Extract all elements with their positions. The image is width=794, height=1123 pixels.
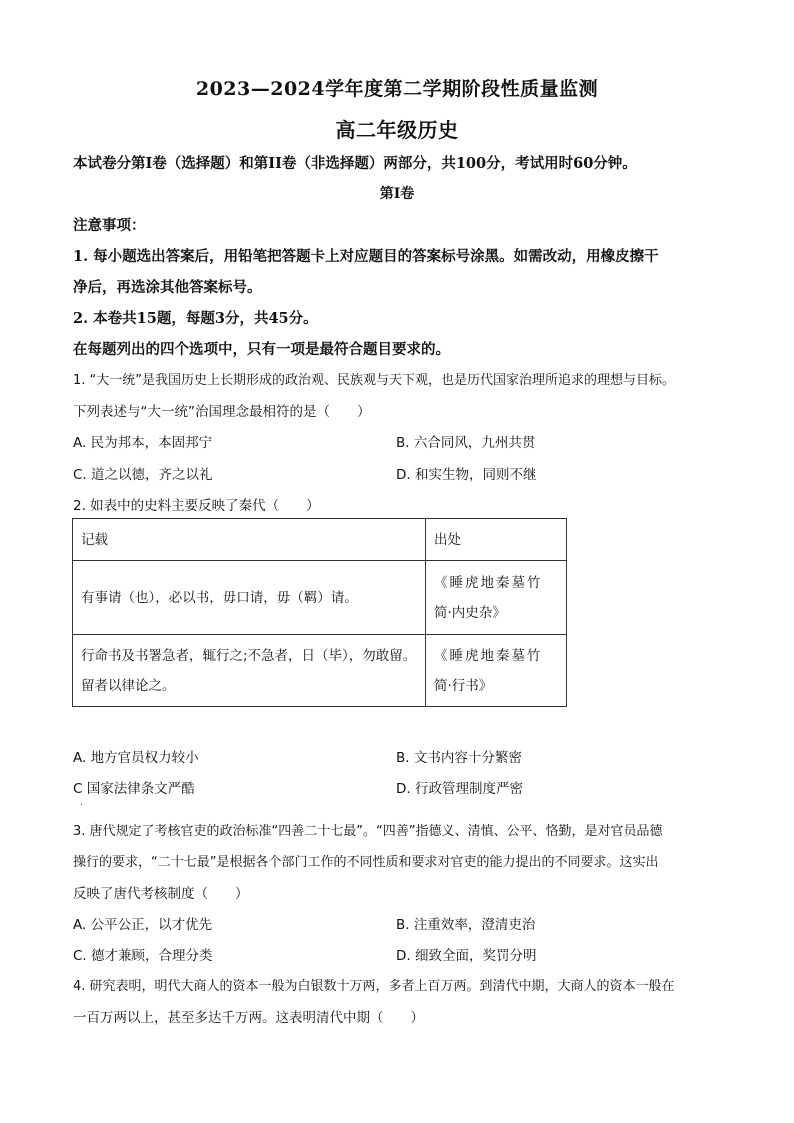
table-row-1-source-line-1: 《睡虎地秦墓竹 (434, 574, 543, 591)
question-2-option-c: C 国家法律条文严酷 (73, 781, 195, 797)
question-3-option-c: C. 德才兼顾，合理分类 (73, 948, 213, 964)
question-3-line-2: 操行的要求，“二十七最”是根据各个部门工作的不同性质和要求对官吏的能力提出的不同要求。这实出 (73, 855, 659, 870)
table-header-source: 出处 (426, 519, 567, 561)
table-row (73, 561, 567, 635)
question-4-line-2: 一百万两以上，甚至多达千万两。这表明清代中期（ ） (73, 1010, 424, 1026)
historical-source-table (72, 518, 567, 707)
table-row-2-record (73, 635, 426, 707)
question-1-option-c: C. 道之以德，齐之以礼 (73, 467, 213, 483)
table-row (73, 635, 567, 707)
table-row-1-source-line-2: 简·内史杂》 (434, 604, 506, 621)
question-1-option-d: D. 和实生物，同则不继 (396, 467, 537, 483)
question-1-option-b: B. 六合同风，九州共贯 (396, 435, 536, 451)
notes-heading: 注意事项： (73, 217, 146, 234)
section-title: 第I卷 (379, 186, 415, 202)
notes-item-1-line-1: 1. 每小题选出答案后，用铅笔把答题卡上对应题目的答案标号涂黑。如需改动，用橡皮擦干 (73, 248, 659, 265)
table-header-row (73, 519, 567, 561)
table-row-2-source (426, 635, 567, 707)
question-3-option-a: A. 公平公正，以才优先 (73, 917, 213, 933)
table-row-2-source-line-2: 简·行书》 (434, 677, 493, 694)
stray-mark: . (80, 798, 83, 808)
question-1-line-1: 1. “大一统”是我国历史上长期形成的政治观、民族观与天下观，也是历代国家治理所追求的理想与目标。 (73, 373, 676, 388)
notes-item-1-line-2: 净后，再选涂其他答案标号。 (73, 279, 262, 296)
question-3-line-3: 反映了唐代考核制度（ ） (73, 886, 249, 902)
exam-intro: 本试卷分第I卷（选择题）和第II卷（非选择题）两部分，共100分，考试用时60分钟。 (73, 155, 637, 172)
question-2-option-d: D. 行政管理制度严密 (396, 781, 523, 797)
question-3-line-1: 3. 唐代规定了考核官吏的政治标准“四善二十七最”。“四善”指德义、清慎、公平、恪勤，是对官员品德 (73, 824, 663, 839)
question-2-option-b: B. 文书内容十分繁密 (396, 750, 522, 766)
question-2-stem: 2. 如表中的史料主要反映了秦代（ ） (73, 498, 320, 514)
exam-subtitle: 高二年级历史 (335, 118, 459, 142)
table-header-record: 记载 (73, 519, 426, 561)
exam-title: 2023—2024学年度第二学期阶段性质量监测 (195, 78, 599, 100)
table-row-1-record: 有事请（也），必以书，毋口请，毋（羁）请。 (73, 561, 426, 635)
question-2-option-a: A. 地方官员权力较小 (73, 750, 199, 766)
notes-instruction: 在每题列出的四个选项中，只有一项是最符合题目要求的。 (73, 341, 450, 358)
table-row-2-record-line-2: 留者以律论之。 (81, 677, 176, 694)
question-3-option-d: D. 细致全面，奖罚分明 (396, 948, 537, 964)
question-1-option-a: A. 民为邦本，本固邦宁 (73, 435, 213, 451)
table-row-2-record-line-1: 行命书及书署急者，辄行之;不急者，日（毕），勿敢留。 (81, 647, 417, 664)
question-3-option-b: B. 注重效率，澄清吏治 (396, 917, 536, 933)
question-4-line-1: 4. 研究表明，明代大商人的资本一般为白银数十万两，多者上百万两。到清代中期，大商人的资本一般在 (73, 979, 675, 994)
table-row-2-source-line-1: 《睡虎地秦墓竹 (434, 647, 543, 664)
table-row-1-source (426, 561, 567, 635)
question-1-line-2: 下列表述与“大一统”治国理念最相符的是（ ） (73, 404, 371, 420)
notes-item-2: 2. 本卷共15题，每题3分，共45分。 (73, 310, 318, 327)
